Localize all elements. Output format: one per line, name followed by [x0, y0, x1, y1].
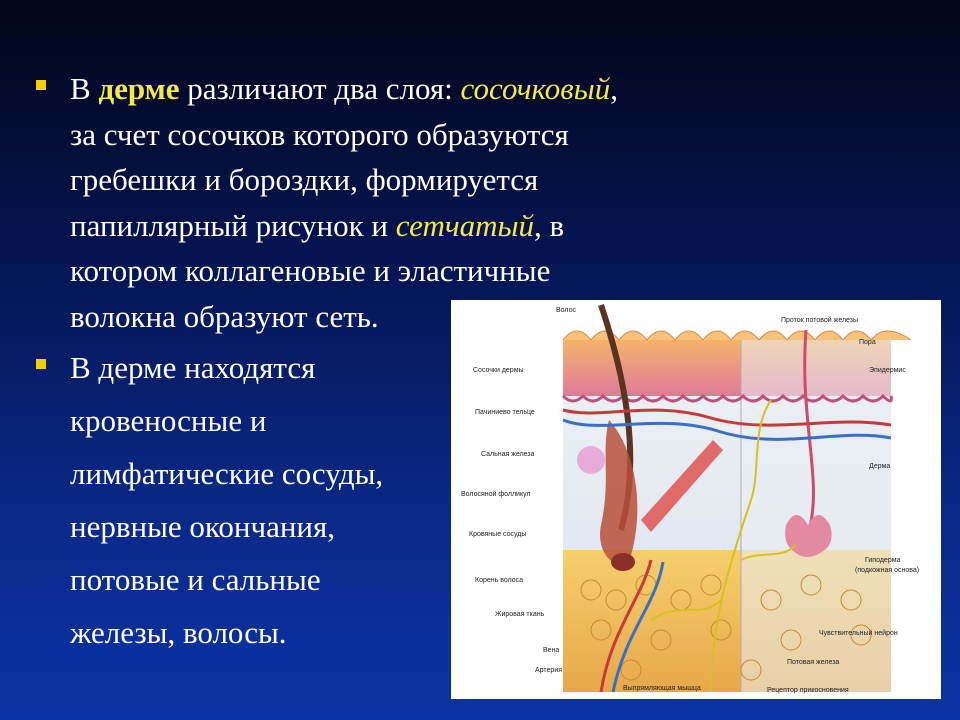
- term-reticular: сетчатый: [395, 207, 535, 243]
- bullet-square-icon: [36, 80, 46, 90]
- text-line: волокна образуют сеть.: [70, 298, 379, 334]
- label-arrector-muscle: Выпрямляющая мышца: [623, 685, 701, 692]
- text-segment: В: [70, 71, 99, 106]
- label-epidermis: Эпидермис: [869, 367, 906, 374]
- text-line: котором коллагеновые и эластичные: [70, 253, 551, 288]
- skin-diagram-svg: [451, 300, 941, 699]
- sebaceous-gland: [577, 446, 605, 474]
- text-line: В дерме находятся: [70, 350, 316, 385]
- label-sweat-gland: Потовая железа: [787, 659, 840, 666]
- text-segment: различают два слоя:: [179, 71, 461, 106]
- label-hair-root: Корень волоса: [475, 577, 524, 584]
- skin-structure-diagram: [451, 300, 941, 699]
- label-fat: Жировая ткань: [495, 611, 545, 618]
- text-segment: папиллярный рисунок и: [70, 207, 396, 243]
- text-line: кровеносные и: [70, 403, 267, 438]
- text-line: потовые и сальные: [70, 562, 321, 597]
- label-hypodermis: Гиподерма: [865, 557, 901, 564]
- text-segment: , в: [534, 207, 565, 243]
- text-line: железы, волосы.: [70, 615, 287, 650]
- labels-left: [461, 307, 576, 674]
- label-artery: Артерия: [535, 667, 563, 674]
- term-derma: дерме: [98, 71, 180, 106]
- text-line: лимфатические сосуды,: [70, 456, 384, 491]
- label-touch-receptor: Рецептор прикосновения: [767, 687, 849, 694]
- label-vessels: Кровяные сосуды: [469, 531, 527, 538]
- bullet-square-icon: [36, 359, 46, 369]
- text-segment: ,: [610, 71, 618, 106]
- label-dermis: Дерма: [869, 463, 891, 470]
- bullet-dermis-layers: [32, 66, 752, 339]
- label-pacinian: Пачиниево тельце: [475, 409, 535, 416]
- term-papillary: сосочковый: [460, 71, 611, 106]
- label-vein: Вена: [543, 647, 560, 654]
- label-hair: Волос: [556, 307, 576, 314]
- label-hypodermis-sub: (подкожная основа): [855, 567, 920, 574]
- label-pore: Пора: [859, 339, 876, 346]
- label-dermal-papillae: Сосочки дермы: [473, 367, 524, 374]
- label-sensory-neuron: Чувствительный нейрон: [819, 630, 898, 637]
- text-line: за счет сосочков которого образуются: [70, 116, 569, 152]
- label-sweat-duct: Проток потовой железы: [781, 317, 859, 324]
- label-sebaceous: Сальная железа: [481, 451, 535, 458]
- label-follicle: Волосяной фолликул: [461, 491, 531, 498]
- text-line: нервные окончания,: [70, 509, 336, 544]
- text-line: гребешки и бороздки, формируется: [70, 162, 539, 197]
